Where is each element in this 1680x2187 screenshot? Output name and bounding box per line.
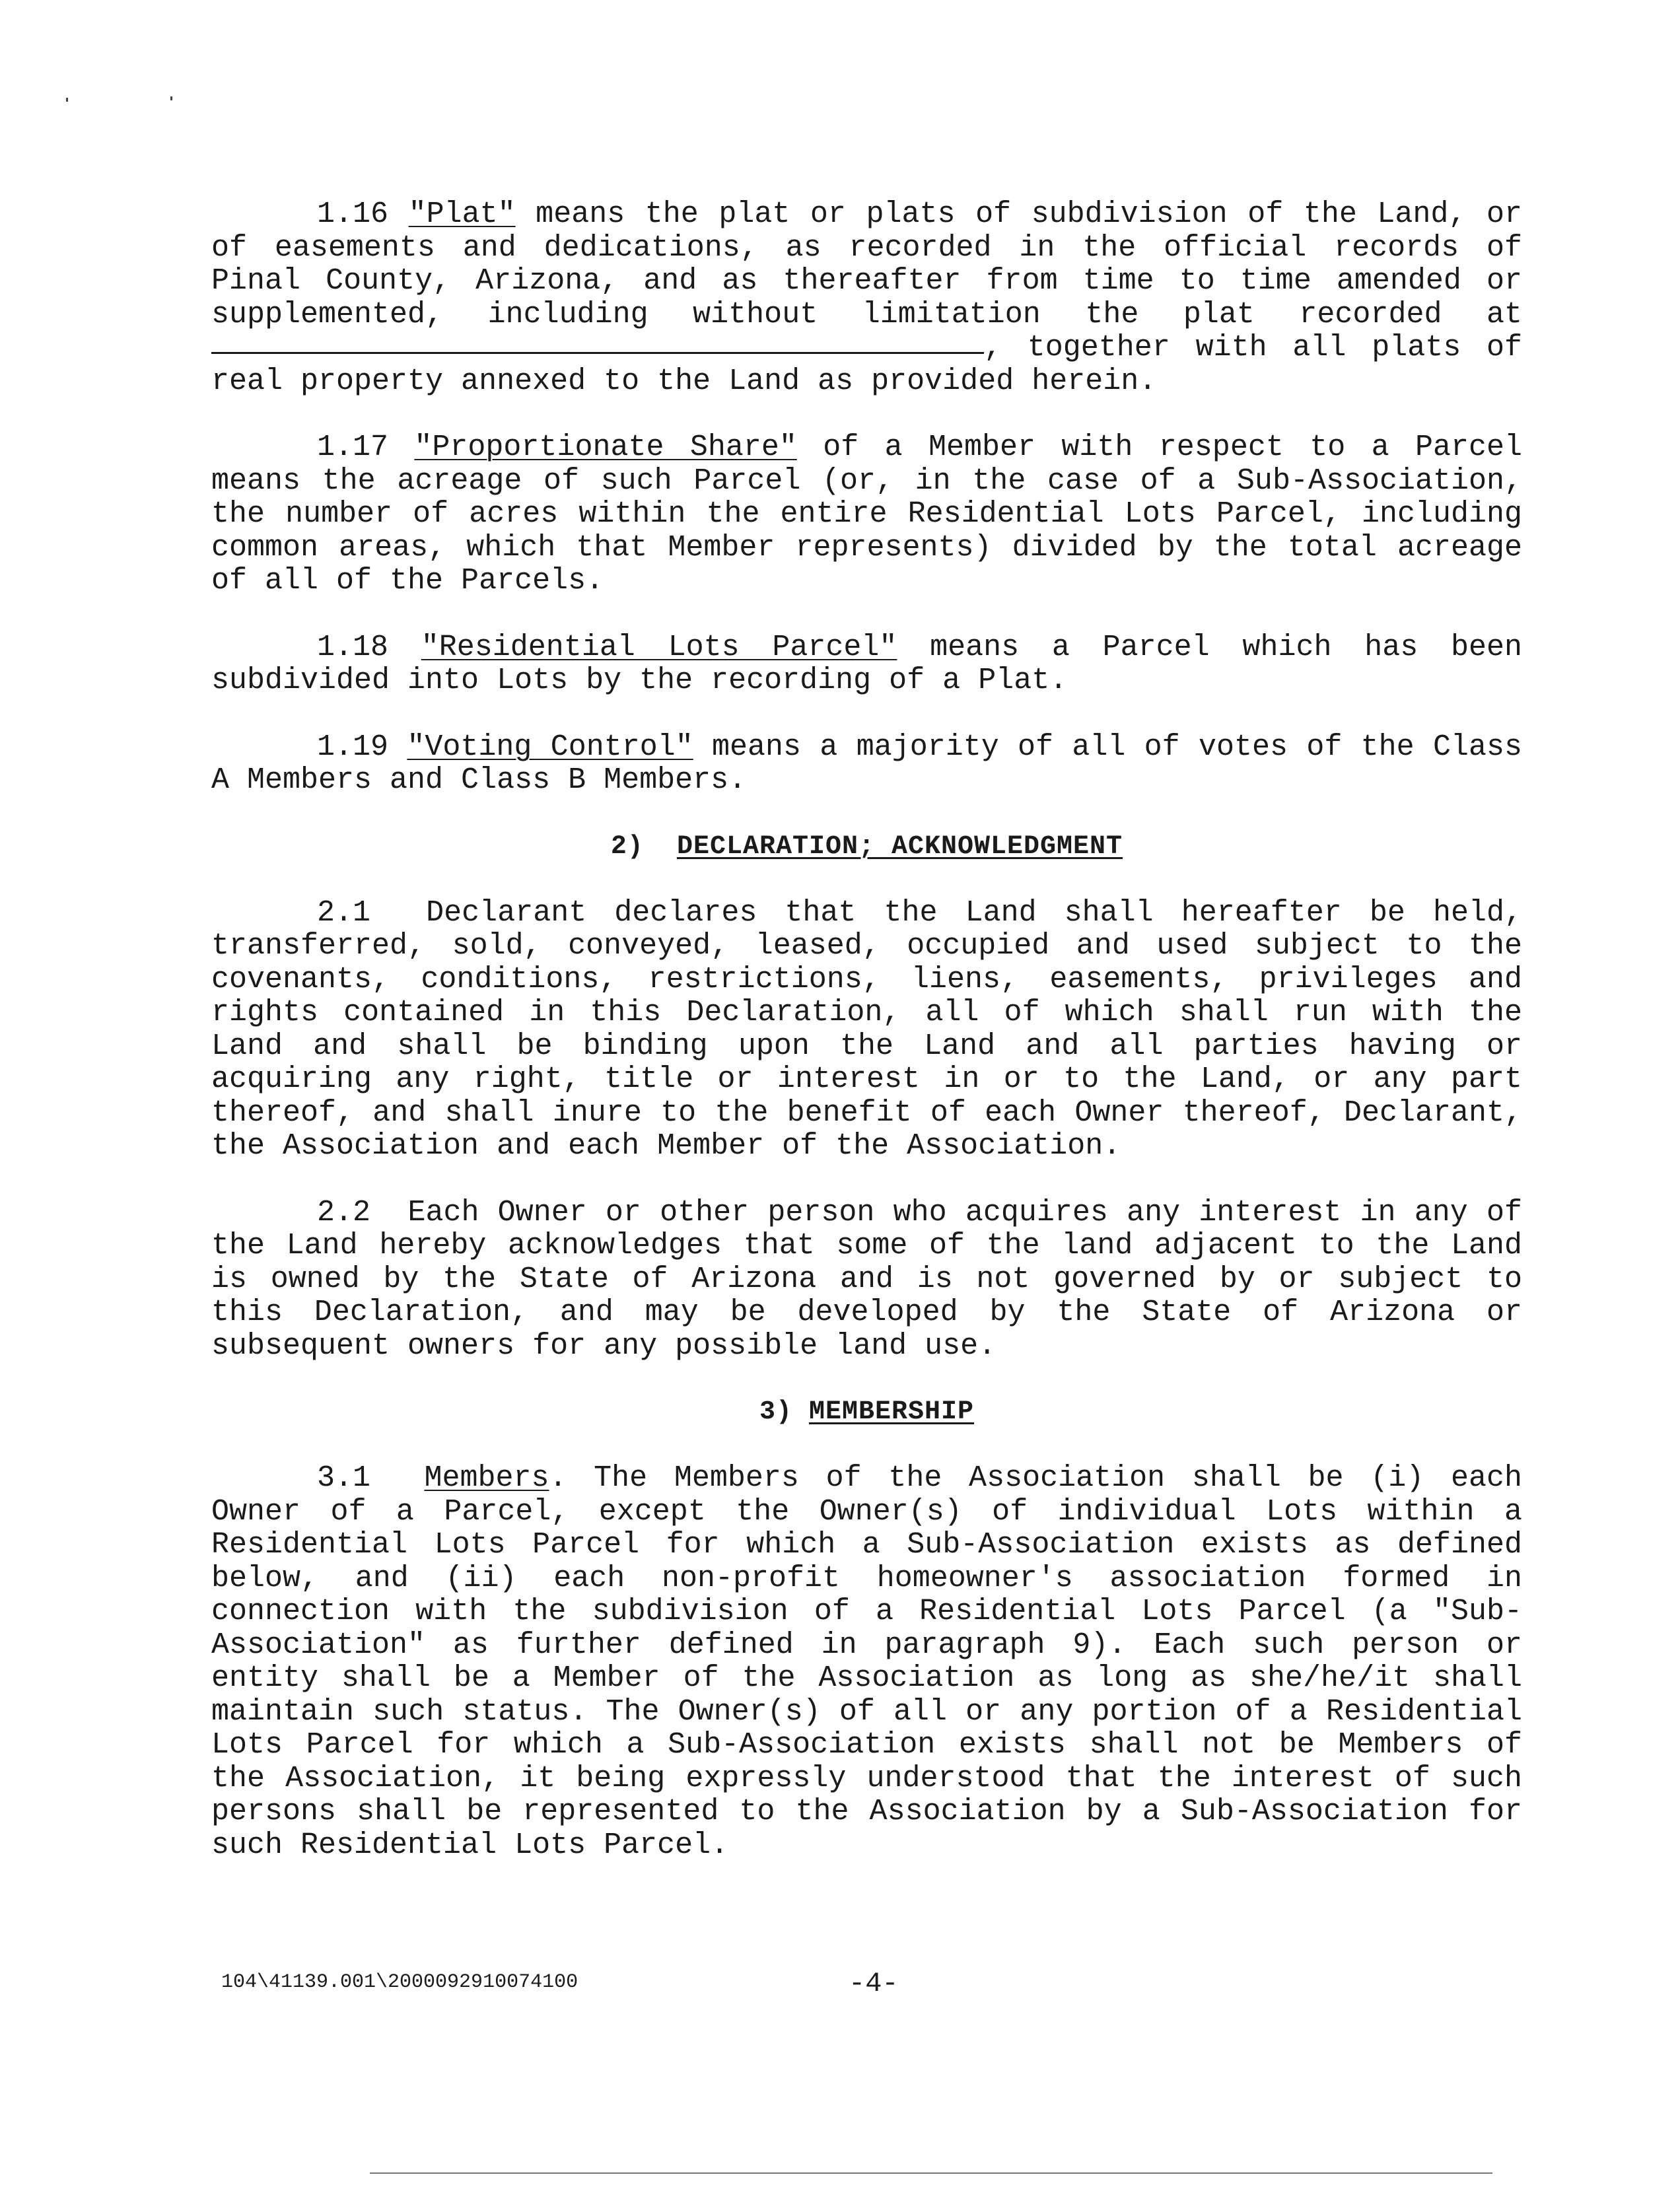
- heading-declaration: [211, 831, 1522, 864]
- section-text: of a Member with respect to a Parcel means the acreage of such Parcel (or, in the case of a Sub-Association, the number of acres within the entire Residential Lots Parcel, including common areas, which that Member represents) divided by the total acreage of all of the Parcels.: [211, 431, 1522, 598]
- scan-speck: [170, 96, 172, 100]
- section-1-19: [211, 731, 1522, 798]
- section-number: 1.18: [317, 630, 389, 664]
- document-body: [211, 198, 1522, 1895]
- section-text: means a majority of all of votes of the Class A Members and Class B Members.: [211, 730, 1522, 797]
- heading-title: DECLARATION; ACKNOWLEDGMENT: [676, 831, 1123, 862]
- defined-term: "Residential Lots Parcel": [421, 630, 897, 664]
- section-number: 2.1: [317, 895, 371, 930]
- section-2-2: [211, 1197, 1522, 1364]
- scan-speck: [66, 98, 68, 102]
- section-text: Declarant declares that the Land shall hereafter be held, transferred, sold, conveyed, leased, occupied and used subject to the covenants, conditions, restrictions, liens, easements, privileges and rights contained in this Declaration, all of which shall run with the Land and shall be binding upon the Land and all parties having or acquiring any right, title or interest in or to the Land, or any part thereof, and shall inure to the benefit of each Owner thereof, Declarant, the Association and each Member of the Association.: [211, 895, 1522, 1163]
- defined-term: Members: [424, 1461, 549, 1495]
- section-number: 1.19: [317, 730, 389, 764]
- heading-title: MEMBERSHIP: [808, 1397, 975, 1427]
- blank-line: [211, 352, 984, 354]
- section-3-1: [211, 1462, 1522, 1862]
- section-text: , together with all plats of real property annexed to the Land as provided herein.: [211, 331, 1522, 398]
- page-number: -4-: [849, 1968, 899, 1999]
- heading-number: 3): [759, 1397, 792, 1427]
- defined-term: "Voting Control": [407, 730, 693, 764]
- section-1-18: [211, 631, 1522, 698]
- section-number: 2.2: [317, 1195, 371, 1230]
- defined-term: "Proportionate Share": [414, 431, 797, 464]
- section-number: 3.1: [317, 1461, 371, 1495]
- section-number: 1.17: [317, 431, 389, 464]
- scan-edge-line: [370, 2172, 1492, 2174]
- heading-membership: [211, 1396, 1522, 1429]
- section-text: means the plat or plats of subdivision of the Land, or of easements and dedications, as recorded in the official records of Pinal County, Arizona, and as thereafter from time to time amended or supplemented, including without limitation the plat recorded at: [211, 197, 1522, 331]
- heading-number: 2): [610, 831, 644, 862]
- section-1-16: [211, 198, 1522, 398]
- section-2-1: [211, 897, 1522, 1163]
- section-number: 1.16: [317, 197, 389, 231]
- section-text: Each Owner or other person who acquires any interest in any of the Land hereby acknowledges that some of the land adjacent to the Land is owned by the State of Arizona and is not governed by or subject to this Declaration, and may be developed by the State of Arizona or subsequent owners for any possible land use.: [211, 1195, 1522, 1363]
- section-text: . The Members of the Association shall be (i) each Owner of a Parcel, except the Owner(s) of individual Lots within a Residential Lots Parcel for which a Sub-Association exists as defined below, and (ii) each non-profit homeowner's association formed in connection with the subdivision of a Residential Lots Parcel (a "Sub-Association" as further defined in paragraph 9). Each such person or entity shall be a Member of the Association as long as she/he/it shall maintain such status. The Owner(s) of all or any portion of a Residential Lots Parcel for which a Sub-Association exists shall not be Members of the Association, it being expressly understood that the interest of such persons shall be represented to the Association by a Sub-Association for such Residential Lots Parcel.: [211, 1461, 1522, 1862]
- document-reference: 104\41139.001\2000092910074100: [221, 1971, 578, 1994]
- section-1-17: [211, 431, 1522, 598]
- defined-term: "Plat": [408, 197, 516, 231]
- section-text: means a Parcel which has been subdivided into Lots by the recording of a Plat.: [211, 630, 1522, 697]
